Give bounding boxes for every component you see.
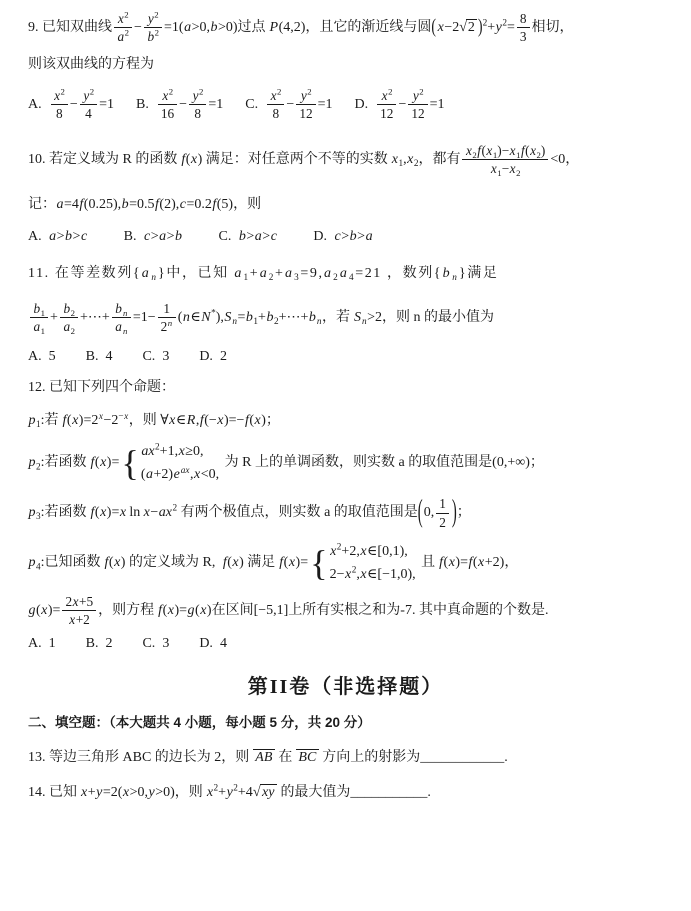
q10-option-c: C. b>a>c [218, 228, 277, 244]
q12-options-row [28, 636, 663, 652]
q11-option-d: D. 2 [199, 349, 227, 365]
question-13 [28, 747, 663, 768]
q11-option-a: A. 5 [28, 349, 56, 365]
q14-stem: 14. 已知 x+y=2(x>0,y>0)，则 $x^2+y^2+4√$ xy 的最大值为___________. [28, 782, 431, 801]
q10-option-d: D. c>b>a [313, 228, 373, 244]
q12-prop-3: $p_3$:若函数 f(x)=x $\ln x-ax^2$ 有两个极值点，则实数 a 的取值范围是 ( 0, $\frac{1}{2}$ ) ； [28, 495, 471, 530]
q13-stem: 13. 等边三角形 ABC 的边长为 2，则 AB 在 BC 方向上的射影为____________. [28, 750, 508, 766]
q12-option-b: B. 2 [85, 636, 113, 652]
section-2-subtitle: 二、填空题：（本大题共 4 小题，每小题 5 分，共 20 分） [28, 715, 371, 731]
q10-option-a: A. a>b>c [28, 228, 88, 244]
section-2 [28, 670, 663, 731]
section-2-title: 第II卷（非选择题） [247, 676, 444, 699]
q10-options-row [28, 229, 663, 245]
q9-option-b: B. $\frac{x^2}{16}$ − $\frac{y^2}{8}$ =1 [136, 86, 224, 121]
q11-stem-line-2: $\frac{b_1}{a_1}$ + $\frac{b_2}{a_2}$ +⋯+ $\frac{b_n}{a_n}$ =1− $\frac{1}{2^n}$ $(n\in N^*),S_n=b_1+b_2+\cdots+b_n$，若 $S_n>2$，则 n 的最小值为 [28, 300, 663, 336]
q12-stem: 12. 已知下列四个命题： [28, 380, 175, 396]
question-12 [28, 377, 663, 652]
question-11 [28, 263, 663, 366]
q12-prop-1: $p_1$:若 $f(x)=2^x-2^{-x}$，则 ∀x∈R,f(−x)=−f(x)； [28, 410, 280, 430]
q9-options-row [28, 87, 663, 123]
q11-option-b: B. 4 [85, 349, 113, 365]
q12-option-d: D. 4 [199, 636, 227, 652]
q10-stem-line-2: 记：a=4f(0.25),b=0.5f(2),c=0.2f(5)，则 [28, 196, 262, 212]
q12-prop-4-cont: g(x)= $\frac{2x+5}{x+2}$ ，则方程 f(x)=g(x)在区间[−5,1]上所有实根之和为-7. 其中真命题的个数是. [28, 593, 549, 628]
question-14 [28, 782, 663, 803]
q12-option-c: C. 3 [142, 636, 170, 652]
q11-option-c: C. 3 [142, 349, 170, 365]
q9-stem-line-2: 则该双曲线的方程为 [28, 56, 154, 72]
question-9 [28, 10, 663, 122]
q9-option-a: A. $\frac{x^2}{8}$ − $\frac{y^2}{4}$ =1 [28, 86, 115, 121]
q9-option-c: C. $\frac{x^2}{8}$ − $\frac{y^2}{12}$ =1 [245, 86, 333, 121]
q10-stem-line-1: 10. 若定义域为 R 的函数 f(x) 满足：对任意两个不等的实数 $x_1,x_2$，都有 $\frac{x_2f(x_1)-x_1f(x_2)}{x_1-x_2}$ <0， [28, 143, 580, 179]
q11-stem-line-1: 11. 在等差数列$\{a_n\}$中，已知 $a_1+a_2+a_3=9,a_2a_4=21$ ，数列$\{b_n\}$满足 [28, 265, 499, 282]
q12-option-a: A. 1 [28, 636, 56, 652]
q9-stem-line-1: 9. 已知双曲线 $\frac{x^2}{a^2}$ − $\frac{y^2}{b^2}$ =1(a>0,b>0)过点 P(4,2)，且它的渐近线与圆 ( x−2√2 ) $^2+y^2=$ $\frac{8}{3}$ 相切， [28, 9, 574, 45]
q10-option-b: B. c>a>b [123, 228, 183, 244]
q12-prop-2: $p_2$:若函数 f(x)= { $ax^2+1,x\ge 0$, $(a+2)e^{ax},x<0$, 为 R 上的单调函数，则实数 a 的取值范围是(0,+∞)； [28, 441, 544, 484]
q11-options-row [28, 349, 663, 365]
q9-option-d: D. $\frac{x^2}{12}$ − $\frac{y^2}{12}$ =1 [354, 86, 445, 121]
question-10 [28, 142, 663, 245]
q12-prop-4: $p_4$:已知函数 f(x) 的定义域为 R, f(x) 满足 f(x)= { $x^2+2,x\in[0,1)$, $2-x^2,x\in[-1,0)$, 且 f(x)=f(x+2)， [28, 541, 519, 583]
